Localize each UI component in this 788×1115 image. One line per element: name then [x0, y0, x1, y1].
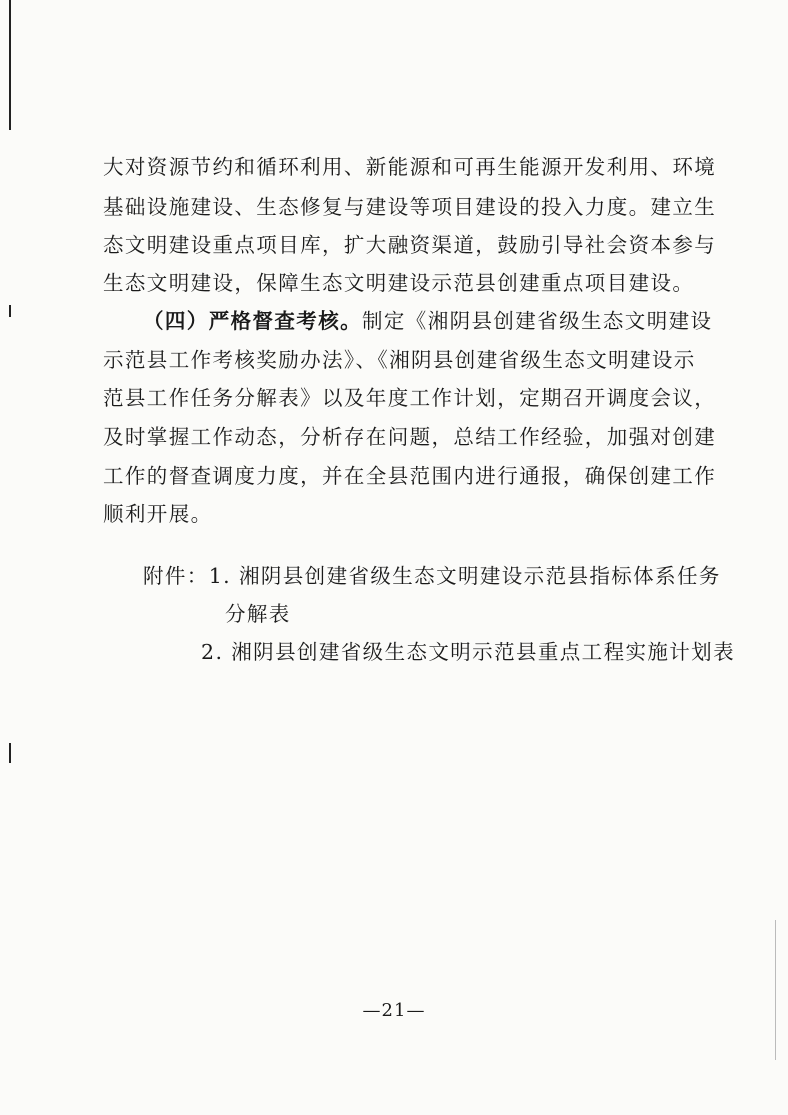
body-line: 示范县工作考核奖励办法》、《湘阴县创建省级生态文明建设示	[103, 348, 696, 372]
body-line: 态文明建设重点项目库，扩大融资渠道，鼓励引导社会资本参与	[103, 233, 717, 257]
scan-edge-mark	[9, 743, 11, 763]
body-line: 大对资源节约和循环利用、新能源和可再生能源开发利用、环境	[103, 155, 717, 179]
body-line: 生态文明建设，保障生态文明建设示范县创建重点项目建设。	[103, 271, 695, 295]
body-line: 基础设施建设、生态修复与建设等项目建设的投入力度。建立生	[103, 195, 717, 219]
page-number: —21—	[362, 1000, 426, 1021]
body-line: 顺利开展。	[103, 502, 213, 526]
body-line: 范县工作任务分解表》以及年度工作计划，定期召开调度会议，	[103, 386, 717, 410]
section-heading: （四）严格督查考核。	[143, 309, 362, 333]
scan-edge-mark	[9, 305, 11, 317]
attachment-item-2: 2. 湘阴县创建省级生态文明示范县重点工程实施计划表	[201, 640, 735, 664]
scan-edge-mark	[9, 0, 11, 130]
attachment-label: 附件：	[143, 564, 209, 588]
section-line	[143, 311, 712, 332]
body-line: 及时掌握工作动态，分析存在问题，总结工作经验，加强对创建	[103, 425, 717, 449]
attachment-line	[143, 566, 721, 587]
section-text: 制定《湘阴县创建省级生态文明建设	[362, 309, 713, 333]
body-line: 工作的督查调度力度，并在全县范围内进行通报，确保创建工作	[103, 464, 717, 488]
attachment-item-1-cont: 分解表	[225, 602, 291, 626]
scan-edge-mark	[775, 920, 776, 1060]
attachment-item-1: 1. 湘阴县创建省级生态文明建设示范县指标体系任务	[208, 564, 721, 588]
